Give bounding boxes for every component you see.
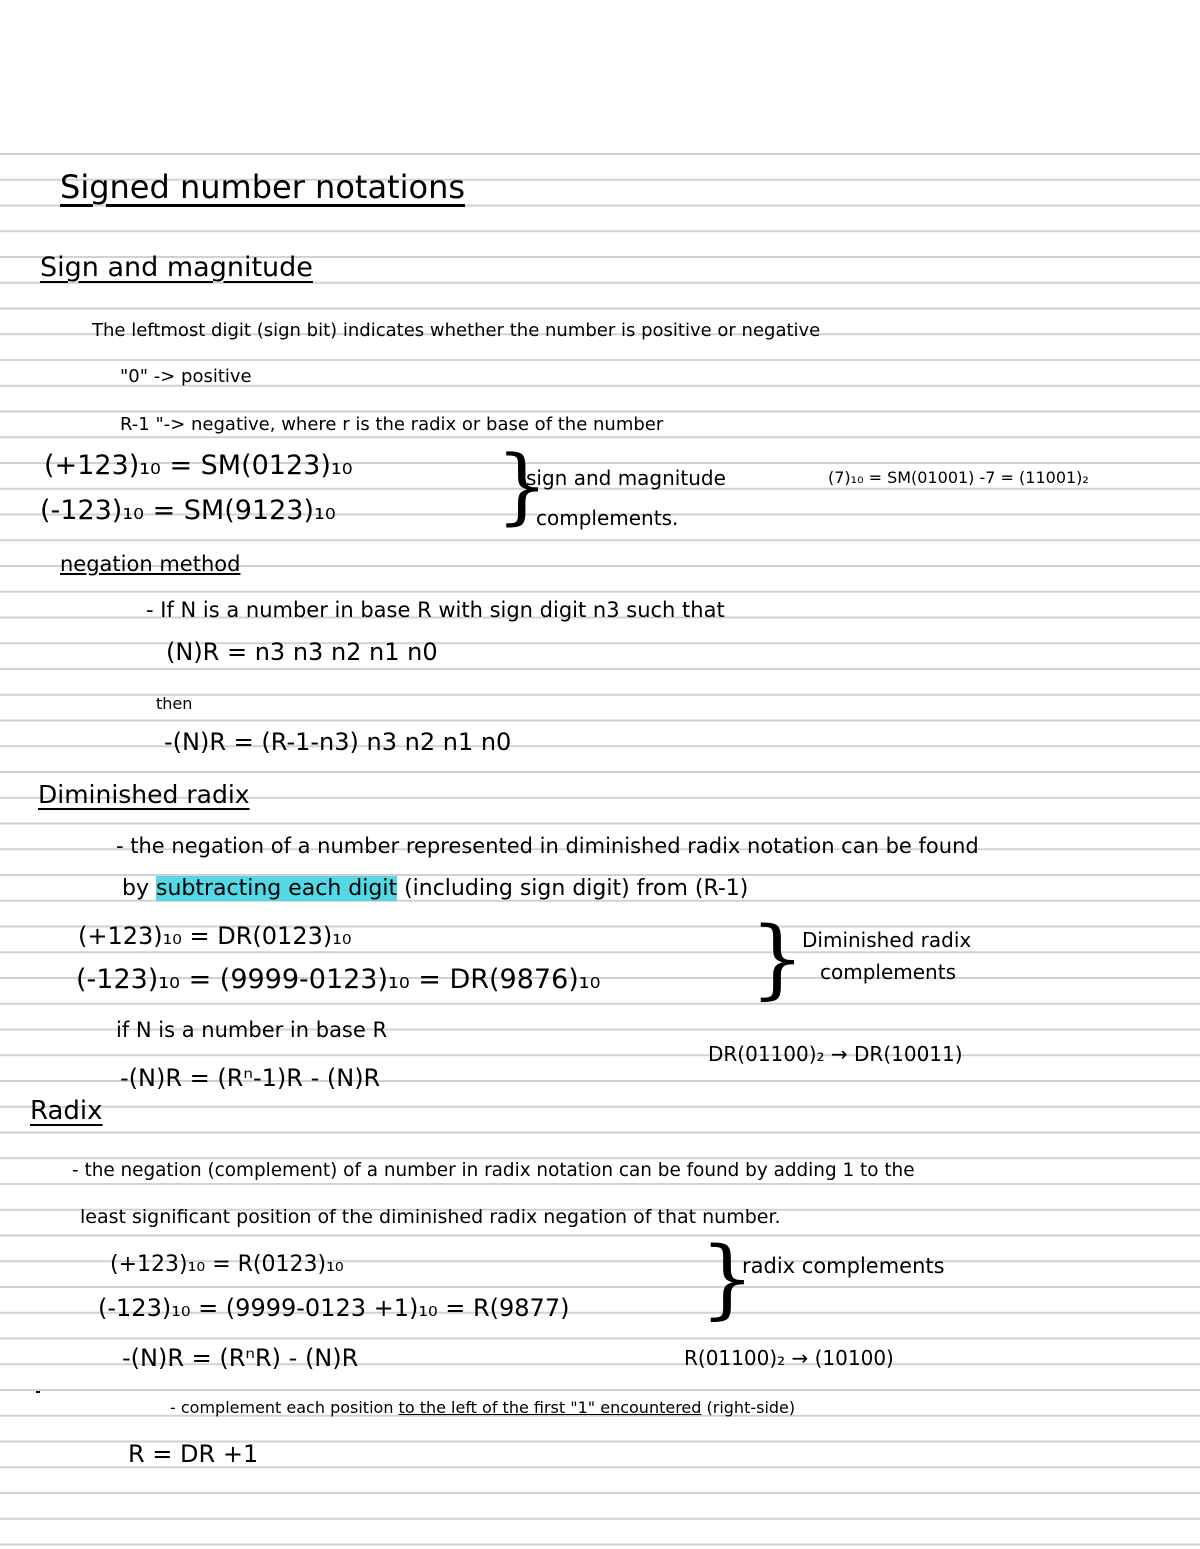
diminished-description-line-1: - the negation of a number represented in diminished radix notation can be found: [116, 834, 979, 858]
radix-equation-negative: (-123)₁₀ = (9999-0123 +1)₁₀ = R(9877): [98, 1294, 570, 1322]
radix-description-line-1: - the negation (complement) of a number in radix notation can be found by adding 1 to the: [72, 1160, 915, 1181]
positive-rule: "0" -> positive: [120, 366, 252, 387]
radix-complement-note: [170, 1398, 795, 1417]
diminished-description-line-2: [122, 876, 748, 901]
dr-brace: }: [750, 909, 805, 1009]
page-title: Signed number notations: [60, 168, 466, 206]
sm-equation-positive: (+123)₁₀ = SM(0123)₁₀: [44, 450, 353, 481]
then-label: then: [156, 694, 193, 713]
stray-mark: [36, 1391, 40, 1393]
sm-brace: }: [496, 439, 549, 534]
sm-brace-label-1: sign and magnitude: [526, 466, 726, 490]
negation-equation-2: -(N)R = (R-1-n3) n3 n2 n1 n0: [164, 728, 512, 756]
sign-magnitude-heading: Sign and magnitude: [40, 252, 313, 283]
radix-note-prefix: - complement each position: [170, 1398, 399, 1417]
sign-magnitude-description: The leftmost digit (sign bit) indicates whether the number is positive or negative: [92, 320, 821, 341]
radix-note-suffix: (right-side): [701, 1398, 796, 1417]
dr-brace-label-1: Diminished radix: [802, 928, 972, 952]
radix-description-line-2: least significant position of the diminished radix negation of that number.: [80, 1206, 781, 1228]
diminished-desc-suffix: (including sign digit) from (R-1): [397, 876, 749, 901]
diminished-desc-prefix: by: [122, 876, 156, 901]
radix-brace: }: [700, 1229, 755, 1329]
negation-method-heading: negation method: [60, 552, 241, 576]
negative-rule: R-1 "-> negative, where r is the radix or base of the number: [120, 414, 664, 435]
sm-equation-negative: (-123)₁₀ = SM(9123)₁₀: [40, 495, 336, 526]
diminished-radix-heading: Diminished radix: [38, 780, 250, 809]
dr-equation-positive: (+123)₁₀ = DR(0123)₁₀: [78, 922, 352, 950]
negation-description: - If N is a number in base R with sign digit n3 such that: [146, 598, 725, 622]
dr-side-example: DR(01100)₂ → DR(10011): [708, 1042, 963, 1066]
radix-heading: Radix: [30, 1096, 103, 1126]
radix-brace-label: radix complements: [742, 1254, 945, 1278]
radix-note-underlined: to the left of the first "1" encountered: [398, 1398, 702, 1417]
negation-equation-1: (N)R = n3 n3 n2 n1 n0: [166, 638, 438, 666]
radix-equation-positive: (+123)₁₀ = R(0123)₁₀: [110, 1252, 344, 1277]
radix-dr-relation: R = DR +1: [128, 1440, 259, 1468]
dr-if-line: if N is a number in base R: [116, 1018, 388, 1042]
highlighted-text: subtracting each digit: [155, 876, 398, 901]
dr-equation-general: -(N)R = (Rⁿ-1)R - (N)R: [120, 1064, 381, 1092]
radix-equation-general: -(N)R = (RⁿR) - (N)R: [122, 1344, 359, 1372]
sm-side-example: (7)₁₀ = SM(01001) -7 = (11001)₂: [828, 468, 1089, 487]
dr-brace-label-2: complements: [820, 960, 956, 984]
radix-side-example: R(01100)₂ → (10100): [684, 1346, 894, 1370]
dr-equation-negative: (-123)₁₀ = (9999-0123)₁₀ = DR(9876)₁₀: [76, 964, 601, 995]
sm-brace-label-2: complements.: [536, 506, 679, 530]
